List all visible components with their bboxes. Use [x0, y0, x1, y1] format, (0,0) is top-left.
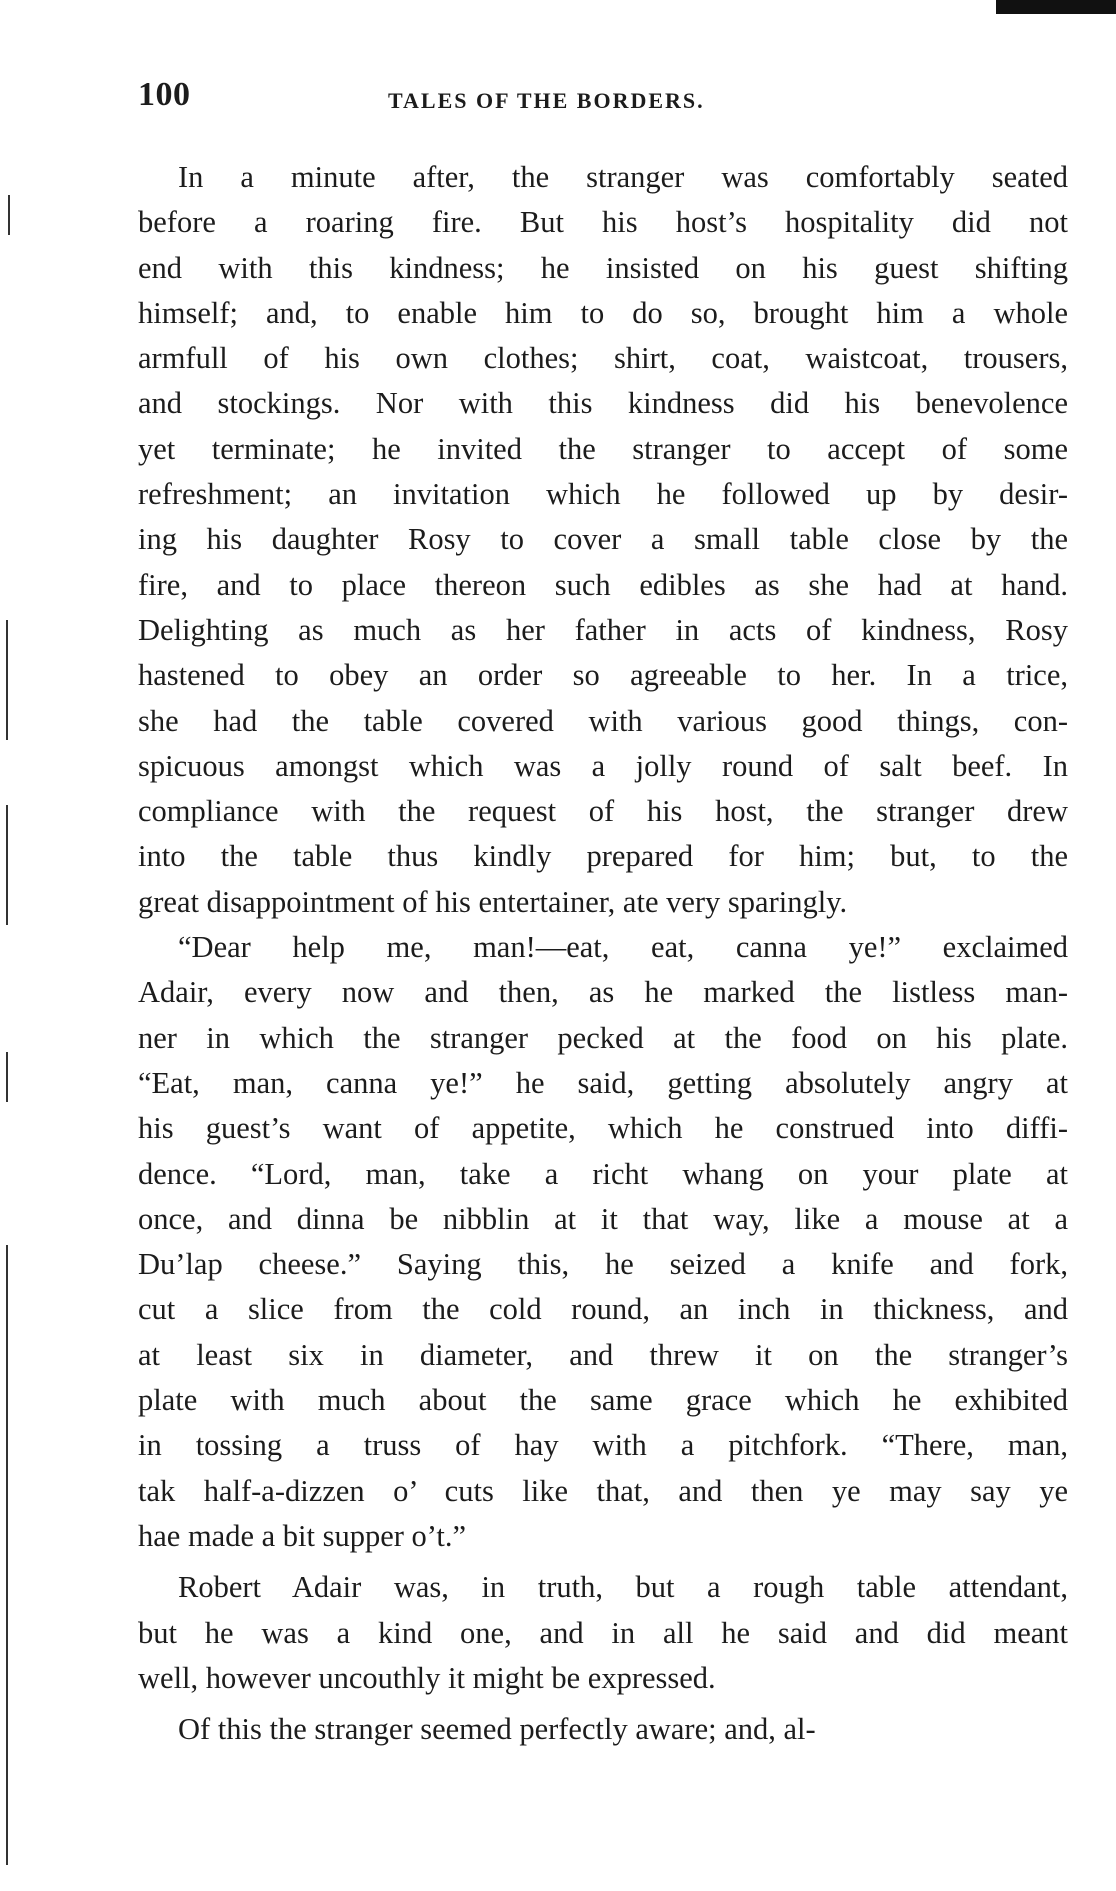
text-line: In a minute after, the stranger was comfortably seated — [178, 160, 1068, 194]
text-line: cut a slice from the cold round, an inch in thickness, and — [138, 1292, 1068, 1327]
text-line: Adair, every now and then, as he marked the listless man- — [138, 975, 1068, 1010]
text-line: once, and dinna be nibblin at it that way, like a mouse at a — [138, 1201, 1068, 1236]
running-head: TALES OF THE BORDERS. — [388, 88, 705, 113]
text-line: hastened to obey an order so agreeable to her. In a trice, — [138, 658, 1068, 693]
page-number: 100 — [138, 76, 191, 113]
text-line: fire, and to place thereon such edibles as she had at hand. — [138, 567, 1068, 602]
text-line: spicuous amongst which was a jolly round of salt beef. In — [138, 748, 1068, 783]
paragraph — [138, 1565, 1068, 1701]
margin-mark — [6, 1245, 8, 1865]
text-line: “Eat, man, canna ye!” he said, getting absolutely angry at — [138, 1065, 1068, 1100]
text-line: Delighting as much as her father in acts of kindness, Rosy — [138, 612, 1068, 647]
text-line: Of this the stranger seemed perfectly aware; and, al- — [178, 1712, 816, 1747]
margin-mark — [8, 195, 10, 235]
text-line: refreshment; an invitation which he followed up by desir- — [138, 477, 1068, 512]
margin-mark — [6, 620, 8, 740]
text-line: hae made a bit supper o’t.” — [138, 1518, 467, 1553]
text-line: she had the table covered with various good things, con- — [138, 703, 1068, 738]
text-line: well, however uncouthly it might be expressed. — [138, 1660, 716, 1695]
text-line: compliance with the request of his host, the stranger drew — [138, 794, 1068, 829]
text-line: his guest’s want of appetite, which he construed into diffi- — [138, 1111, 1068, 1146]
margin-mark — [6, 805, 8, 925]
text-line: into the table thus kindly prepared for him; but, to the — [138, 839, 1068, 874]
text-line: plate with much about the same grace which he exhibited — [138, 1383, 1068, 1418]
text-line: yet terminate; he invited the stranger to accept of some — [138, 431, 1068, 466]
text-line: tak half-a-dizzen o’ cuts like that, and then ye may say ye — [138, 1473, 1068, 1508]
text-line: and stockings. Nor with this kindness did his benevolence — [138, 386, 1068, 421]
text-line: in tossing a truss of hay with a pitchfork. “There, man, — [138, 1428, 1068, 1463]
text-line: ing his daughter Rosy to cover a small table close by the — [138, 522, 1068, 557]
body-text — [138, 155, 1068, 1752]
text-line: but he was a kind one, and in all he said and did meant — [138, 1615, 1068, 1650]
text-line: dence. “Lord, man, take a richt whang on your plate at — [138, 1156, 1068, 1191]
text-line: before a roaring fire. But his host’s hospitality did not — [138, 205, 1068, 240]
text-line: Du’lap cheese.” Saying this, he seized a knife and fork, — [138, 1247, 1068, 1282]
text-line: at least six in diameter, and threw it on the stranger’s — [138, 1337, 1068, 1372]
top-edge-mark — [996, 0, 1116, 14]
text-line: great disappointment of his entertainer, ate very sparingly. — [138, 884, 848, 919]
page-header — [138, 76, 1058, 116]
paragraph — [138, 1707, 1068, 1752]
paragraph — [138, 155, 1068, 925]
text-line: Robert Adair was, in truth, but a rough table attendant, — [178, 1570, 1068, 1605]
text-line: armfull of his own clothes; shirt, coat, waistcoat, trousers, — [138, 341, 1068, 376]
text-line: himself; and, to enable him to do so, brought him a whole — [138, 295, 1068, 330]
text-line: ner in which the stranger pecked at the food on his plate. — [138, 1020, 1068, 1055]
text-line: end with this kindness; he insisted on his guest shifting — [138, 250, 1068, 285]
text-line: “Dear help me, man!—eat, eat, canna ye!” exclaimed — [178, 930, 1068, 965]
paragraph — [138, 925, 1068, 1559]
margin-mark — [6, 1052, 8, 1102]
